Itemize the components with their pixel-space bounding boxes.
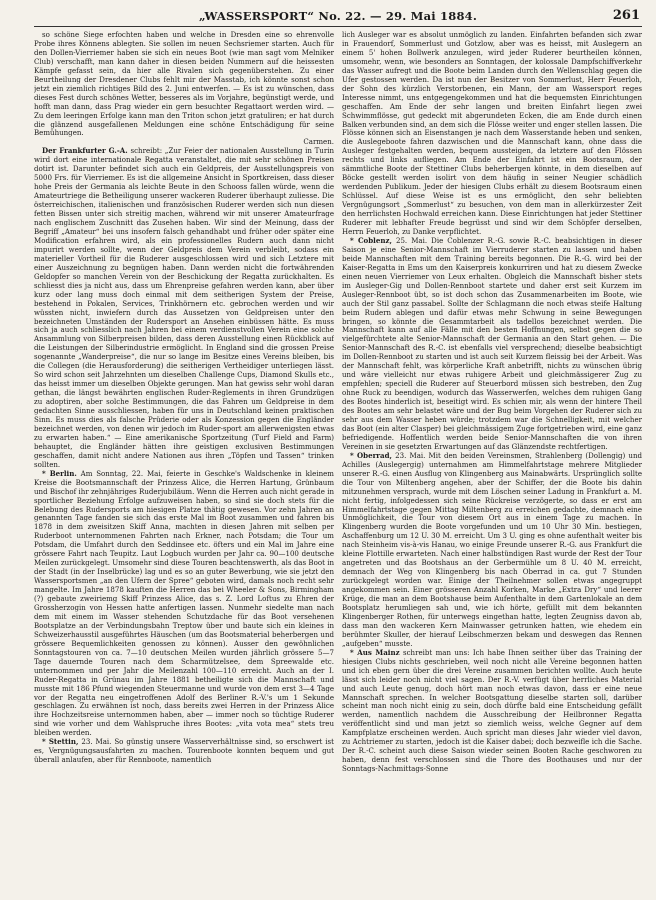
page-header	[34, 8, 642, 27]
article-paragraph	[342, 237, 642, 452]
text-columns	[34, 31, 642, 899]
page-number: 261	[612, 8, 640, 23]
right-column	[342, 31, 642, 899]
paragraph-text: schreibt man uns: Ich habe Ihnen seither über das Training der hiesigen Clubs nichts geschrieben, weil noch nicht alle Vereine begonnen hatten und ich eben gern über die drei Vereine zusammen berichten wollte. Auch heute lässt sich leider noch nicht viel sagen. Der R.-V. verfügt über herrliches Material und auch Leute genug, doch hört man noch etwas davon, dass er eine neue Mannschaft sprechen. In welcher Bootsgattung dieselbe starten soll, darüber scheint man noch nicht einig zu sein, doch dürfte bald eine Entscheidung gefällt werden, namentlich nachdem die Ausschreibung der Heilbronner Regatta veröffentlicht sind und man jetzt so ziemlich weiss, welche Gegner auf dem Kampfplatze erscheinen werden. Auch spricht man dieses Jahr wieder viel davon, zu Achtriemer zu starten, jedoch ist die Kaiser dabei; doch bezweifle ich die Sache. Der R.-C. scheint auch diese Saison wieder seinen Booten Rache geschworen zu haben, denn fest verschlossen sind die Thore des Boothauses und nur der Sonntags-Nachmittags-Sonne	[342, 647, 642, 774]
paragraph-text: lich Ausleger war es absolut unmöglich zu landen. Einfahrten befanden sich zwar in Frauendorf, Sommerlust und Gotzlow, aber was es heisst, mit Auslegern an einem 5' hohen Bollwerk anzulegen, wird jeder Ruderer beurtheilen können, umsomehr, wenn, wie besonders an Sonntagen, der kolossale Dampfschiffverkehr das Wasser aufregt und die Boote beim Landen durch den Wellenschlag gegen die Ufer gestossen werden. Da ist nun der Besitzer von Sommerlust, Herr Feuerloh, der Sohn des kürzlich Verstorbenen, ein Mann, der am Wassersport reges Interesse nimmt, uns entgegengekommen und hat die bequemsten Einrichtungen geschaffen. Am Ende der sehr langen und breiten Einfahrt liegen zwei Schwimmflösse, gut gedeckt mit abgerundeten Ecken, die am Ende durch einen Balken verbunden sind, an dem sich die Flösse weiter und enger stellen lassen. Die Flösse können sich an Eisenstangen je nach dem Wasserstande heben und senken, die Auslegeboote fahren dazwischen und die Mannschaft kann, ohne dass die Ausleger festgehalten werden, bequem aussteigen, da letztere auf den Flössen rechts und links aufliegen. Am Ende der Einfahrt ist ein Bootsraum, der sämmtliche Boote der Stettiner Clubs beherbergen könnte, in dem dieselben auf Böcke gestellt werden isolirt von dem häufig in seiner Neugier schädlich werdenden Publikum. Jeder der hiesigen Clubs erhält zu diesem Bootsraum einen Schlüssel. Auf diese Weise ist es uns ermöglicht, den sehr beliebten Vergnügungsort „Sommerlust“ zu besuchen, von dem man in allerkürzester Zeit den herrlichsten Hochwald erreichen kann. Diese Einrichtungen hat jeder Stettiner Ruderer mit lebhafter Freude begrüsst und sind wir dem Schöpfer derselben, Herrn Feuerloh, zu Danke verpflichtet.	[342, 31, 642, 236]
paragraph-text: schreibt: „Zur Feier der nationalen Ausstellung in Turin wird dort eine internationale Regatta veranstaltet, die mit sehr schönen Preisen dotirt ist. Darunter befindet sich auch ein Geldpreis, der Ausstellungspreis von 5000 Frs. für Vierriemer. Es ist die allgemeine Ansicht in Sportkreisen, dass dieser hohe Preis der Germania als leichte Beute in den Schooss fallen würde, wenn die Amateurtriege die Betheiligung unserer wackeren Ruderer überhaupt zuliesse. Die österreichischen, italienischen und französischen Ruderer werden sich nun diesen fetten Bissen unter sich streitig machen, während wir mit unserer Amateurfrage nach englischem Zuschnitt das Zusehen haben. Wir sind der Meinung, dass der Begriff „Amateur“ bei uns insofern falsch gehandhabt und früher oder später eine Modification erfahren wird, als ein professionelles Rudern auch dann nicht impurirt werden sollte, wenn der Geldpreis dem Verein verbleibt, sodass ein materieller Vortheil für die Ruderer ausgeschlossen wird und sich Letztere mit einer Auszeichnung zu begnügen haben. Dann werden nicht die fortwährenden Geldopfer so manchen Verein von der Beschickung der Regatta zurückhalten. Es schliesst dies ja nicht aus, dass um Ehrenpreise gefahren werden kann, aber über kurz oder lang muss doch einmal mit dem seitherigen System der Preise, bestehend in Pokalen, Services, Trinkhörnern etc. gebrochen werden und wir wüssten nicht, inwiefern durch das Aussetzen von Geldpreisen unter den bezeichneten Umständen der Rudersport an Ansehen einbüssen hätte. Es muss sich ja auch schliesslich nach Jahren bei einem verdienstvollen Verein eine solche Ansammlung von Silberpreisen bilden, dass deren Ausstellung einen Rückblick auf die Leistungen der Silberindustrie ermöglicht. In England sind die grossen Preise sogenannte „Wanderpreise“, die nur so lange im Besitze eines Vereins bleiben, bis die Collegen (die Herausforderung) die seitherigen Vertheidiger unterliegen lässt. So wird schon seit Jahrzehnten um dieselben Challenge Cups, Diamond Skulls etc., das heisst immer um dieselben Objekte gerungen. Man hat gewiss sehr wohl daran gethan, die längst bewährten englischen Ruder-Reglements in ihren Grundzügen zu adoptiren, aber solche Bestimmungen, die das Fahren um Geldpreise in dem gedachten Sinne ausschliessen, haben für uns in Deutschland keinen praktischen Sinn. Es muss dies als falsche Prüderie oder als Konzession gegen die Engländer bezeichnet werden, von denen wir jedoch im Ruder-sport am allerwenigsten etwas zu erwarten haben.“ — Eine amerikanische Sportzeitung (Turf Field and Farm) behauptet, die Engländer hätten ihre geistigen exclusiven Bestimmungen geschaffen, damit nicht andere Nationen aus ihren „Töpfen und Tassen“ trinken sollten.	[34, 146, 334, 469]
article-paragraph	[342, 31, 642, 237]
paragraph-text: 25. Mai. Die Coblenzer R.-G. sowie R.-C. beabsichtigen in dieser Saison je eine Senior-Mannschaft im Vierruderer starten zu lassen und haben beide Mannschaften mit dem Training bereits begonnen. Die R.-G. wird bei der Kaiser-Regatta in Ems um den Kaiserpreis konkurriren und hat zu diesem Zwecke einen neuen Vierriemer von Leux erhalten. Obgleich die Mannschaft bisher stets im Ausleger-Gig und Dollen-Rennboot startete und daher erst seit Kurzem im Ausleger-Rennboot übt, so ist doch schon das Zusammenarbeiten im Boote, wie auch der Stil ganz passabel. Sollte der Schlagmann die noch etwas steife Haltung beim Rudern ablegen und dafür etwas mehr Schwung in seine Bewegungen bringen, so könnte die Gesammtarbeit als tadellos bezeichnet werden. Die Mannschaft kann auf alle Fälle mit den besten Hoffnungen, selbst gegen die so vielgefürchtete alte Senior-Mannschaft der Germania an den Start gehen. — Die Senior-Mannschaft des R.-C. ist ebenfalls viel versprechend; dieselbe beabsichtigt im Dollen-Rennboot zu starten und ist auch seit Kurzem fleissig bei der Arbeit. Was der Mannschaft fehlt, was körperliche Kraft anbetrifft, nichts zu wünschen übrig und wäre vielleicht nur etwas ruhigere Arbeit und gleichmässigerer Zug zu empfehlen; speciell die Ruderer auf Steuerbord müssen sich bestreben, den Zug ohne Ruck zu beendigen, wodurch das Wasserwerfen, welches dem ruhigen Gang des Bootes hinderlich ist, beseitigt wird. Es schien mir, als wenn der hintere Theil des Bootes am sehr belastet wäre und der Bug beim Vorgehen der Ruderer sich zu sehr aus dem Wasser heben würde; trotzdem war die Schnelligkeit, mit welcher das Boot (ein alter Clasper) bei gleichmässigem Zuge fortgetrieben wird, eine ganz befriedigende. Hoffentlich werden beide Senior-Mannschaften die von ihren Vereinen in sie gesetzten Erwartungen auf das Glänzendste rechtfertigen.	[342, 235, 642, 451]
paragraph-text: 23. Mai. Mit den beiden Vereinsmen, Strahlenberg (Dollengig) und Achilles (Auslegergig) unternahmen am Himmelfahrtstage mehrere Mitglieder unserer R.-G. einen Ausflug von Klingenberg aus Mainabwärts. Ursprünglich sollte die Tour von Miltenberg angehen, aber der Schiffer, der die Boote bis dahin mitzunehmen versprach, wurde mit dem Löschen seiner Ladung in Frankfurt a. M. nicht fertig, infolgedessen sich seine Rückreise verzögerte, so dass er erst am Himmelfahrtstage gegen Mittag Miltenberg zu erreichen gedachte, demnach eine Unmöglichkeit, die Tour von diesem Ort aus in einem Tage zu machen. In Klingenberg wurden die Boote vorgefunden und um 10 Uhr 30 Min. bestiegen, Aschaffenburg um 12 U. 30 M. erreicht. Um 3 U. ging es ohne aufenthalt weiter bis nach Steinheim vis-à-vis Hanau, wo einige Freunde unserer R.-G. aus Frankfurt die kleine Flottille erwarteten. Nach einer halbstündigen Rast wurde der Rest der Tour angetreten und das Bootshaus an der Gerbermühle um 8 U. 40 M. erreicht, demnach der Weg von Klingenberg bis nach Oberrad in ca. gut 7 Stunden zurückgelegt worden war. Einige der Theilnehmer sollen etwas angegruppt angekommen sein. Einer grösseren Anzahl Korken, Marke „Extra Dry“ und leerer Krüge, die man an dem Bootshause beim Aufenthalte in dem Gartenlokale an dem Bootsplatz herumliegen sah und, wie ich hörte, gefüllt mit dem bekannten Klingenberger Rothen, für unterwegs eingethan hatte, legten Zeugniss davon ab, dass man den wackeren Kern Mainwasser getrunken hatten, wie ehedem ein berühmter Skuller, der hierauf Leibschmerzen bekam und deswegen das Rennen „aufgeben“ musste.	[342, 450, 642, 648]
article-paragraph	[34, 147, 334, 469]
dateline: * Berlin.	[42, 468, 77, 478]
article-paragraph	[342, 649, 642, 774]
left-column	[34, 31, 334, 899]
paragraph-text: 23. Mai. So günstig unsere Wasserverhältnisse sind, so erschwert ist es, Vergnügungsausfahrten zu machen. Tourenboote konnten bequem und gut überall anlaufen, aber für Rennboote, namentlich	[34, 737, 334, 765]
article-paragraph	[34, 738, 334, 765]
dateline: * Aus Mainz	[350, 647, 400, 657]
author-signature: Carmen.	[303, 137, 334, 147]
article-paragraph	[342, 452, 642, 649]
paragraph-text: Am Sonntag, 22. Mai, feierte in Geschke's Waldschenke in kleinem Kreise die Bootsmannschaft der Prinzess Alice, die Herren Hartung, Grünbaum und Bischof ihr zehnjähriges Ruderjubiläum. Wenn die Herren auch nicht gerade in sportlicher Beziehung Erfolge aufzuweisen haben, so sind sie doch stets für die Belebung des Rudersports am hiesigen Platze thätig gewesen. Vor zehn Jahren an genannten Tage fanden sie sich das erste Mal im Boot zusammen und fahren bis 1878 in dem zweisitzen Skiff Anna, machten in diesen Jahren mit selben per Ruderboot unternommenen Fahrten nach Erkner, nach Potsdam; die Tour um Potsdam, die Umfahrt durch den Seddinsee etc. öfters und ein Mal im Jahre eine grössere Fahrt nach Teupitz. Laut Logbuch wurden per Jahr ca. 90—100 deutsche Meilen zurückgelegt. Umsomehr sind diese Touren beachtenswerth, als das Boot in der Stadt (in der Inselbrücke) lag und es so an guter Bewerbung, wie sie jetzt den Wassersportsmen „an den Ufern der Spree“ geboten wird, damals noch recht sehr mangelte. Im Jahre 1878 kauften die Herren das bei Wheeler & Sons, Birmingham (?) gebaute zweiriemg Skiff Prinzess Alice, das s. Z. Lord Loftus zu Ehren der Grossherzogin von Hessen hatte anfertigen lassen. Nunmehr siedelte man nach dem mit einem im Wasser stehenden Schutzdache für das Boot versehenen Bootsplatze an der Verbindungsbahn Treptow über und baute sich ein kleines in Schweizerhausstil ausgeführtes Häuschen (um das Bootsmaterial beherbergen und grössere Bequemlichkeiten genossen zu können). Ausser den gewöhnlichen Sonntagstouren von ca. 7—10 deutschen Meilen wurden jährlich grössere 5—7 Tage dauernde Touren nach dem Scharmützelsee, dem Spreewalde etc. unternommen und per Jahr die Meilenzahl 100—110 erreicht. Auch an der I. Ruder-Regatta in Grünau im Jahre 1881 betheiligte sich die Mannschaft und musste mit 186 Pfund wiegenden Steuermanne und wurde von dem erst 3—4 Tage vor der Regatta neu eingetroffenen Adolf des Berliner R.-V.'s um 1 Sekunde geschlagen. Zu erwähnen ist noch, dass bereits zwei Herren in der Prinzess Alice ihre Hochzeitsreise unternommen haben, aber — immer noch so tüchtige Ruderer sind wie vorher und dem Wahlspruche ihres Bootes: „vita vota mea“ stets treu bleiben werden.	[34, 468, 334, 738]
dateline: * Stettin,	[42, 737, 79, 747]
dateline: * Oberrad,	[350, 450, 392, 460]
article-paragraph	[34, 31, 334, 147]
dateline: Der Frankfurter G.-A.	[42, 146, 128, 156]
masthead-title: „WASSERSPORT“ No. 22. — 29. Mai 1884.	[198, 9, 478, 23]
paragraph-text: so schöne Siege erfochten haben und welche in Dresden eine so ehrenvolle Probe ihres Könnens ablegten. Sie sollen im neuen Sechsriemer starten. Auch für den Dollen-Vierriemer haben sie sich ein neues Boot (wie man sagt vom Melniker Club) verschafft, man kann daher in diesen beiden Nummern auf die heissesten Kämpfe gefasst sein, da hier alle Rivalen sich gegenüberstehen. Zu einer Beurtheilung der Dresdener Clubs fehlt mir der Masstab, ich könnte sonst schon jetzt ein ziemlich richtiges Bild des 2. Juni entwerfen. — Es ist zu wünschen, dass dieses Fest durch schönes Wetter, besseres als im Vorjahre, begünstigt werde, und hofft man dann, dass Prag wieder ein gern besuchter Regattaort werden wird. — Zu dem leeringen Erfolge kann man den Triton schon jetzt gratuliren; er hat durch die glänzend ausgefallenen Meldungen eine schöne Entschädigung für seine Bemühungen.	[34, 31, 334, 138]
article-paragraph	[34, 470, 334, 739]
dateline: * Coblenz,	[350, 235, 392, 245]
